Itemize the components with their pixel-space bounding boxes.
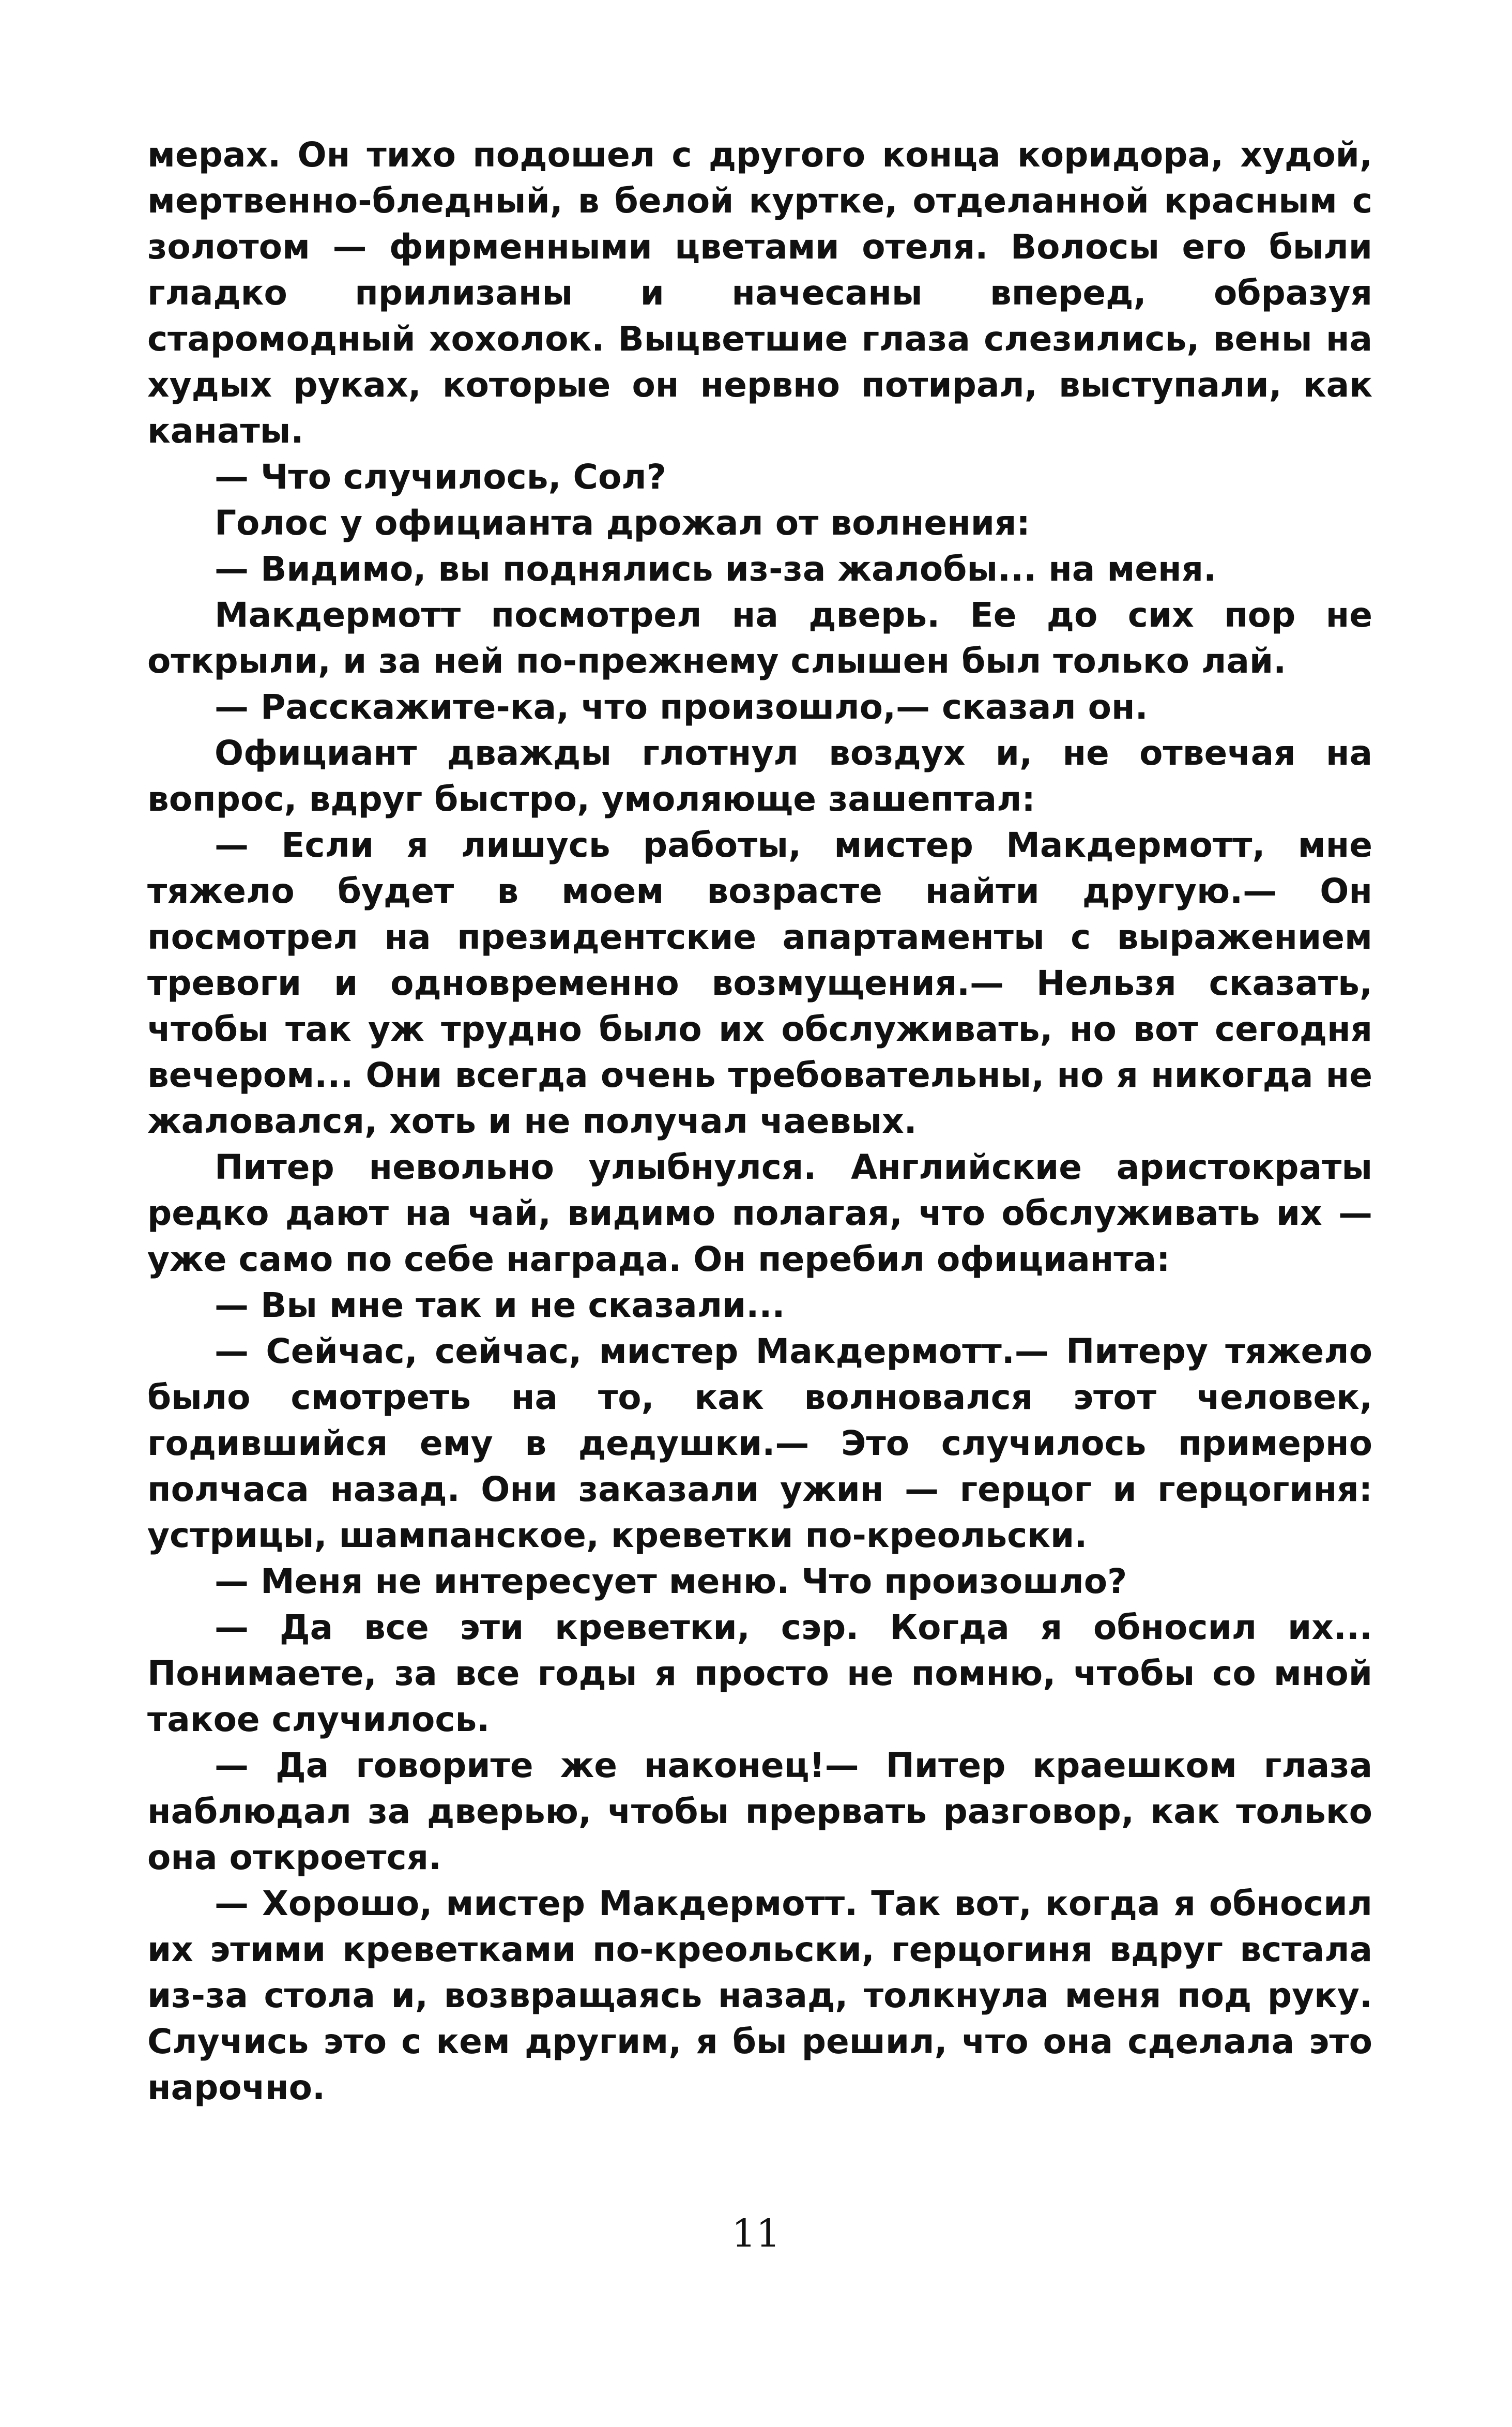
paragraph: — Видимо, вы поднялись из-за жалобы... на меня. [215, 549, 1217, 589]
paragraph: Официант дважды глотнул воздух и, не отвечая на вопрос, вдруг быстро, умоляюще зашептал: [147, 733, 1372, 819]
paragraph: Макдермотт посмотрел на дверь. Ее до сих пор не открыли, и за ней по-прежнему слышен был только лай. [147, 595, 1372, 681]
paragraph: — Да все эти креветки, сэр. Когда я обносил их... Понимаете, за все годы я просто не помню, чтобы со мной такое случилось. [147, 1607, 1372, 1739]
paragraph: Питер невольно улыбнулся. Английские аристократы редко дают на чай, видимо полагая, что обслуживать их — уже само по себе награда. Он перебил официанта: [147, 1147, 1372, 1279]
paragraph: — Вы мне так и не сказали... [215, 1285, 785, 1325]
paragraph: — Расскажите-ка, что произошло,— сказал он. [215, 687, 1148, 727]
paragraph: мерах. Он тихо подошел с другого конца коридора, худой, мертвенно-бледный, в белой куртке, отделанной красным с золотом — фирменными цветами отеля. Волосы его были гладко прилизаны и начесаны вперед, образуя старомодный хохолок. Выцветшие глаза слезились, вены на худых руках, которые он нервно потирал, выступали, как канаты. [147, 135, 1372, 451]
paragraph: — Меня не интересует меню. Что произошло? [215, 1561, 1127, 1601]
paragraph: Голос у официанта дрожал от волнения: [215, 503, 1030, 543]
paragraph: — Сейчас, сейчас, мистер Макдермотт.— Питеру тяжело было смотреть на то, как волновался этот человек, годившийся ему в дедушки.— Это случилось примерно полчаса назад. Они заказали ужин — герцог и герцогиня: устрицы, шампанское, креветки по-креольски. [147, 1331, 1372, 1555]
paragraph: — Да говорите же наконец!— Питер краешком глаза наблюдал за дверью, чтобы прервать разговор, как только она откроется. [147, 1746, 1372, 1877]
page-number: 11 [731, 2211, 781, 2256]
page-text [147, 132, 1372, 2111]
paragraph: — Хорошо, мистер Макдермотт. Так вот, когда я обносил их этими креветками по-креольски, герцогиня вдруг встала из-за стола и, возвращаясь назад, толкнула меня под руку. Случись это с кем другим, я бы решил, что она сделала это нарочно. [147, 1884, 1372, 2107]
paragraph: — Если я лишусь работы, мистер Макдермотт, мне тяжело будет в моем возрасте найти другую.— Он посмотрел на президентские апартаменты с выражением тревоги и одновременно возмущения.— Нельзя сказать, чтобы так уж трудно было их обслуживать, но вот сегодня вечером... Они всегда очень требовательны, но я никогда не жаловался, хоть и не получал чаевых. [147, 825, 1372, 1141]
paragraph: — Что случилось, Сол? [215, 457, 666, 497]
